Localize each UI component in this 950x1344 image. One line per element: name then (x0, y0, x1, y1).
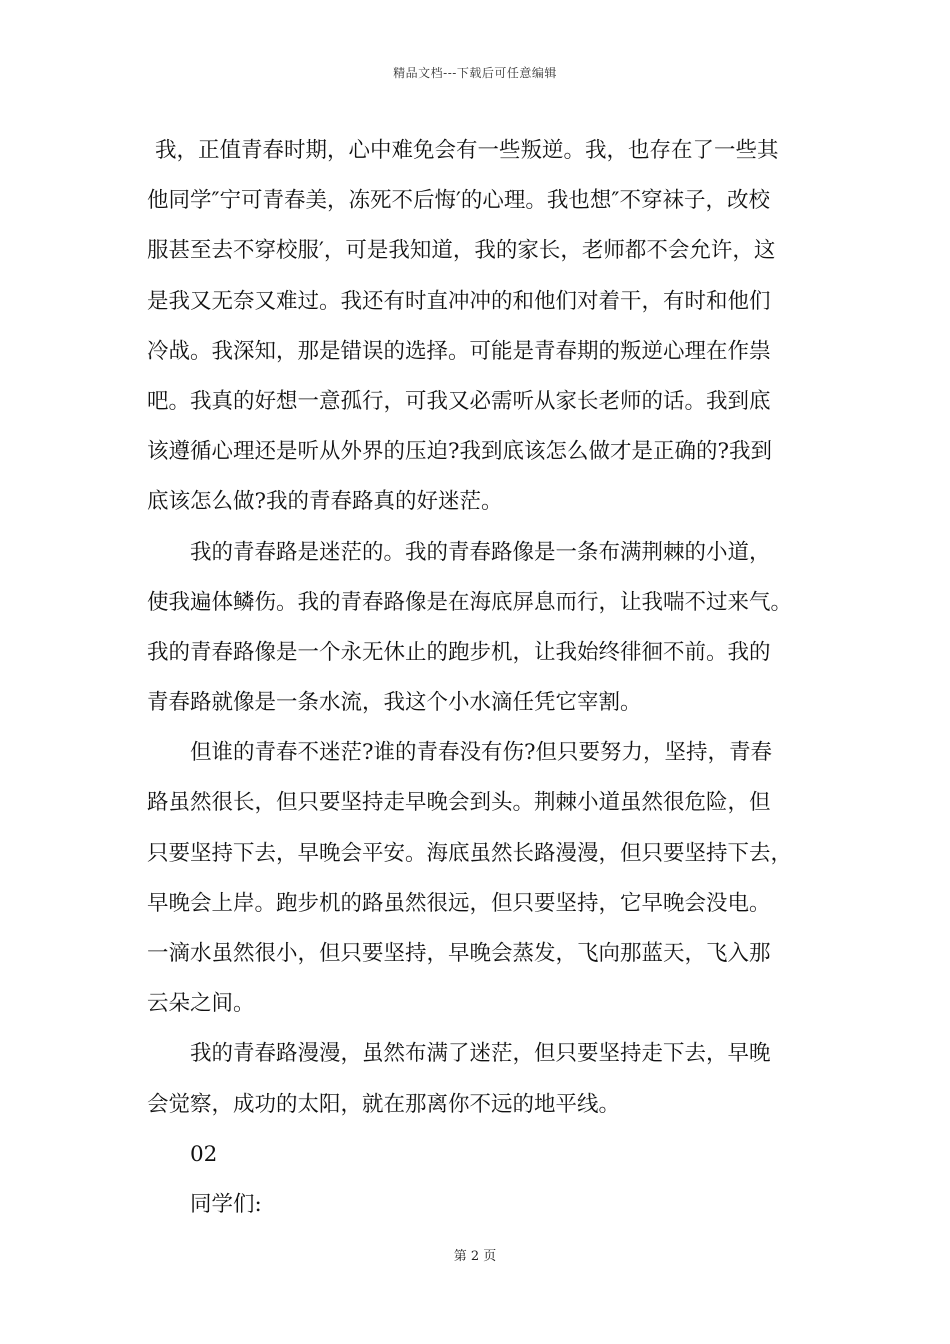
text-line: 只要坚持下去，早晚会平安。海底虽然长路漫漫，但只要坚持下去， (147, 840, 793, 866)
text-line: 我的青春路漫漫，虽然布满了迷茫，但只要坚持走下去，早晚 (190, 1041, 771, 1067)
text-line: 我的青春路是迷茫的。我的青春路像是一条布满荆棘的小道， (190, 539, 771, 565)
text-line: 他同学″宁可青春美，冻死不后悔′的心理。我也想″不穿袜子，改校 (147, 188, 770, 214)
text-line: 我的青春路像是一个永无休止的跑步机，让我始终徘徊不前。我的 (147, 639, 771, 665)
page-header: 精品文档---下载后可任意编辑 (393, 66, 557, 80)
text-line: 我，正值青春时期，心中难免会有一些叛逆。我，也存在了一些其 (155, 138, 779, 163)
text-line: 早晚会上岸。跑步机的路虽然很远，但只要坚持，它早晚会没电。 (147, 890, 771, 916)
text-line: 是我又无奈又难过。我还有时直冲冲的和他们对着干，有时和他们 (147, 288, 771, 314)
paragraph-1 (147, 126, 822, 528)
text-line: 一滴水虽然很小，但只要坚持，早晚会蒸发，飞向那蓝天，飞入那 (147, 941, 771, 966)
paragraph-2 (147, 528, 822, 729)
text-line: 服甚至去不穿校服′，可是我知道，我的家长，老师都不会允许，这 (147, 238, 776, 264)
text-line: 冷战。我深知，那是错误的选择。可能是青春期的叛逆心理在作祟 (147, 338, 771, 364)
text-line: 使我遍体鳞伤。我的青春路像是在海底屏息而行，让我喘不过来气。 (147, 589, 793, 615)
paragraph-3 (147, 728, 822, 1029)
text-line: 青春路就像是一条水流，我这个小水滴任凭它宰割。 (147, 690, 642, 716)
text-line: 但谁的青春不迷茫?谁的青春没有伤?但只要努力，坚持，青春 (190, 740, 773, 766)
text-line: 会觉察，成功的太阳，就在那离你不远的地平线。 (147, 1091, 621, 1117)
text-line: 底该怎么做?我的青春路真的好迷茫。 (147, 489, 503, 515)
text-line: 路虽然很长，但只要坚持走早晚会到头。荆棘小道虽然很危险，但 (147, 790, 771, 816)
paragraph-4 (147, 1029, 822, 1129)
text-line: 吧。我真的好想一意孤行，可我又必需听从家长老师的话。我到底 (147, 388, 771, 414)
salutation (147, 1180, 822, 1230)
page-number: 第 2 页 (453, 1249, 497, 1264)
text-line: 该遵循心理还是听从外界的压迫?我到底该怎么做才是正确的?我到 (147, 439, 773, 465)
section-number (147, 1130, 822, 1180)
text-line: 02 (190, 1141, 218, 1167)
text-line: 同学们: (190, 1191, 262, 1217)
document-body (147, 126, 822, 1230)
text-line: 云朵之间。 (147, 991, 255, 1017)
